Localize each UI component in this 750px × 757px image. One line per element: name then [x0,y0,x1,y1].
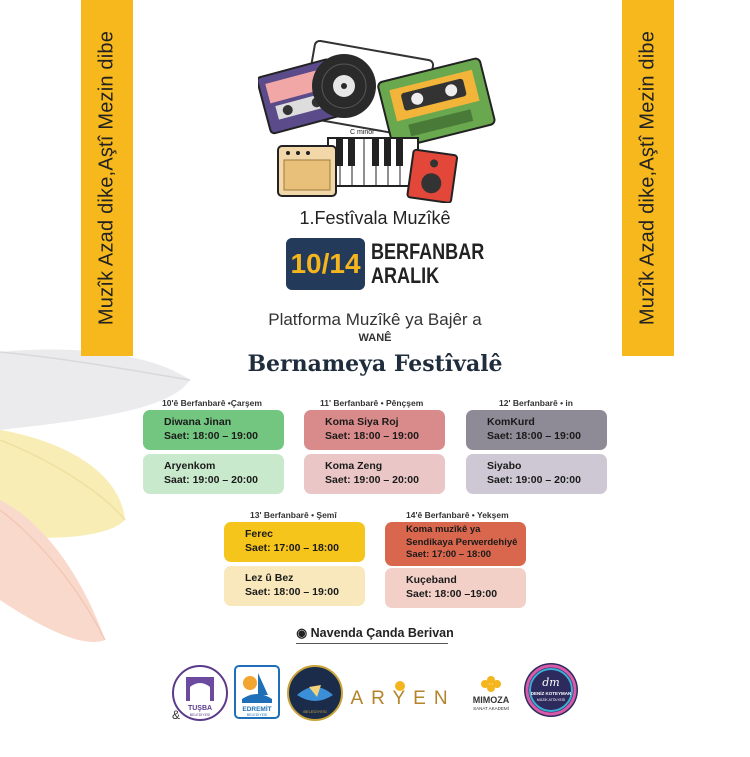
event-time: Saet: 19:00 – 20:00 [325,474,419,486]
deniz-mark: dm [542,676,560,689]
deniz-name: DENİZ KOTEYMAN [530,691,572,696]
program-title: Bernameya Festîvalê [247,351,503,377]
platform-line: Platforma Muzîkê ya Bajêr a [268,310,482,329]
mimoza-sub: SANAT AKADEMİ [473,706,509,711]
event-name: Aryenkom [164,460,216,472]
event-time: Saet: 19:00 – 20:00 [487,474,581,486]
piano-label: C minor [350,129,375,136]
event-card [466,410,607,450]
edremit-name: EDREMİT [242,706,272,713]
day-label-12: 12' Berfanbarê • in [499,398,573,408]
day-label-11: 11' Berfanbarê • Pênçşem [320,398,424,408]
edremit-logo [234,665,280,719]
mimoza-logo [466,670,516,714]
slogan-banner-right [622,0,674,356]
event-time: Saet: 18:00 – 19:00 [325,430,419,442]
piano-keyboard-icon [328,138,418,186]
event-name: Koma Siya Roj [325,416,399,428]
event-time: Saet: 17:00 – 18:00 [406,549,492,560]
platform-city: WANÊ [358,332,392,344]
ipekyolu-logo [287,665,343,721]
festival-month [371,240,484,288]
festival-dates: 10/14 [286,238,365,290]
event-name: Lez û Bez [245,572,294,584]
amplifier-icon [278,146,336,196]
event-name-cont: Sendikaya Perwerdehiyê [406,536,518,548]
month-name-ku: BERFANBAR [371,239,485,264]
event-time: Saet: 18:00 – 19:00 [487,430,581,442]
tusba-logo [172,665,228,723]
festival-title: 1.Festîvala Muzîkê [299,208,451,228]
aryen-name: ARYEN [350,688,456,708]
music-illustration [258,28,498,203]
event-name: Koma Zeng [325,460,383,472]
slogan-text-left: Muzîk Azad dike,Aştî Mezin dibe [95,30,118,326]
ampersand: & [172,708,181,722]
slogan-banner-left [81,0,133,356]
month-name-tr: ARALIK [371,263,440,288]
event-card [385,568,526,608]
event-name: Diwana Jinan [164,416,232,428]
event-time: Saet: 18:00 – 19:00 [164,430,258,442]
location-pin-icon: ◉ [296,626,308,640]
vinyl-record-icon [312,54,376,118]
tusba-name: TUŞBA [187,705,213,712]
deniz-logo [523,662,579,718]
event-name: Kuçeband [406,574,457,586]
day-label-13: 13' Berfanbarê • Şemî [250,510,337,520]
mimoza-name: MIMOZA [472,695,510,705]
event-card [304,410,445,450]
event-card [466,454,607,494]
event-card [143,454,284,494]
venue-name: Navenda Çanda Berivan [310,626,454,640]
event-name: Siyabo [487,460,522,472]
deniz-sub: MÜZİK ATÖLYESİ [536,698,566,702]
slogan-text-right: Muzîk Azad dike,Aştî Mezin dibe [636,30,659,326]
edremit-sub: BELEDİYESİ [246,713,268,717]
venue-line [0,625,750,640]
event-card [143,410,284,450]
event-name: Koma muzîkê ya [406,524,481,535]
event-card [385,522,526,566]
venue-underline [296,643,448,644]
ipek-sub: BELEDİYESİ [303,709,327,714]
event-card [304,454,445,494]
event-time: Saet: 18:00 –19:00 [406,588,498,600]
tusba-sub: BELEDİYESİ [189,713,211,717]
event-name: KomKurd [487,416,535,428]
day-label-10: 10'ê Berfanbarê •Çarşem [162,398,262,408]
event-time: Saet: 17:00 – 18:00 [245,542,339,554]
event-time: Saet: 18:00 – 19:00 [245,586,339,598]
event-time: Saat: 19:00 – 20:00 [164,474,258,486]
speaker-icon [407,149,457,203]
event-card [224,566,365,606]
event-card [224,522,365,562]
event-name: Ferec [245,528,274,540]
day-label-14: 14'ê Berfanbarê • Yekşem [406,510,509,520]
aryen-logo [350,680,456,708]
